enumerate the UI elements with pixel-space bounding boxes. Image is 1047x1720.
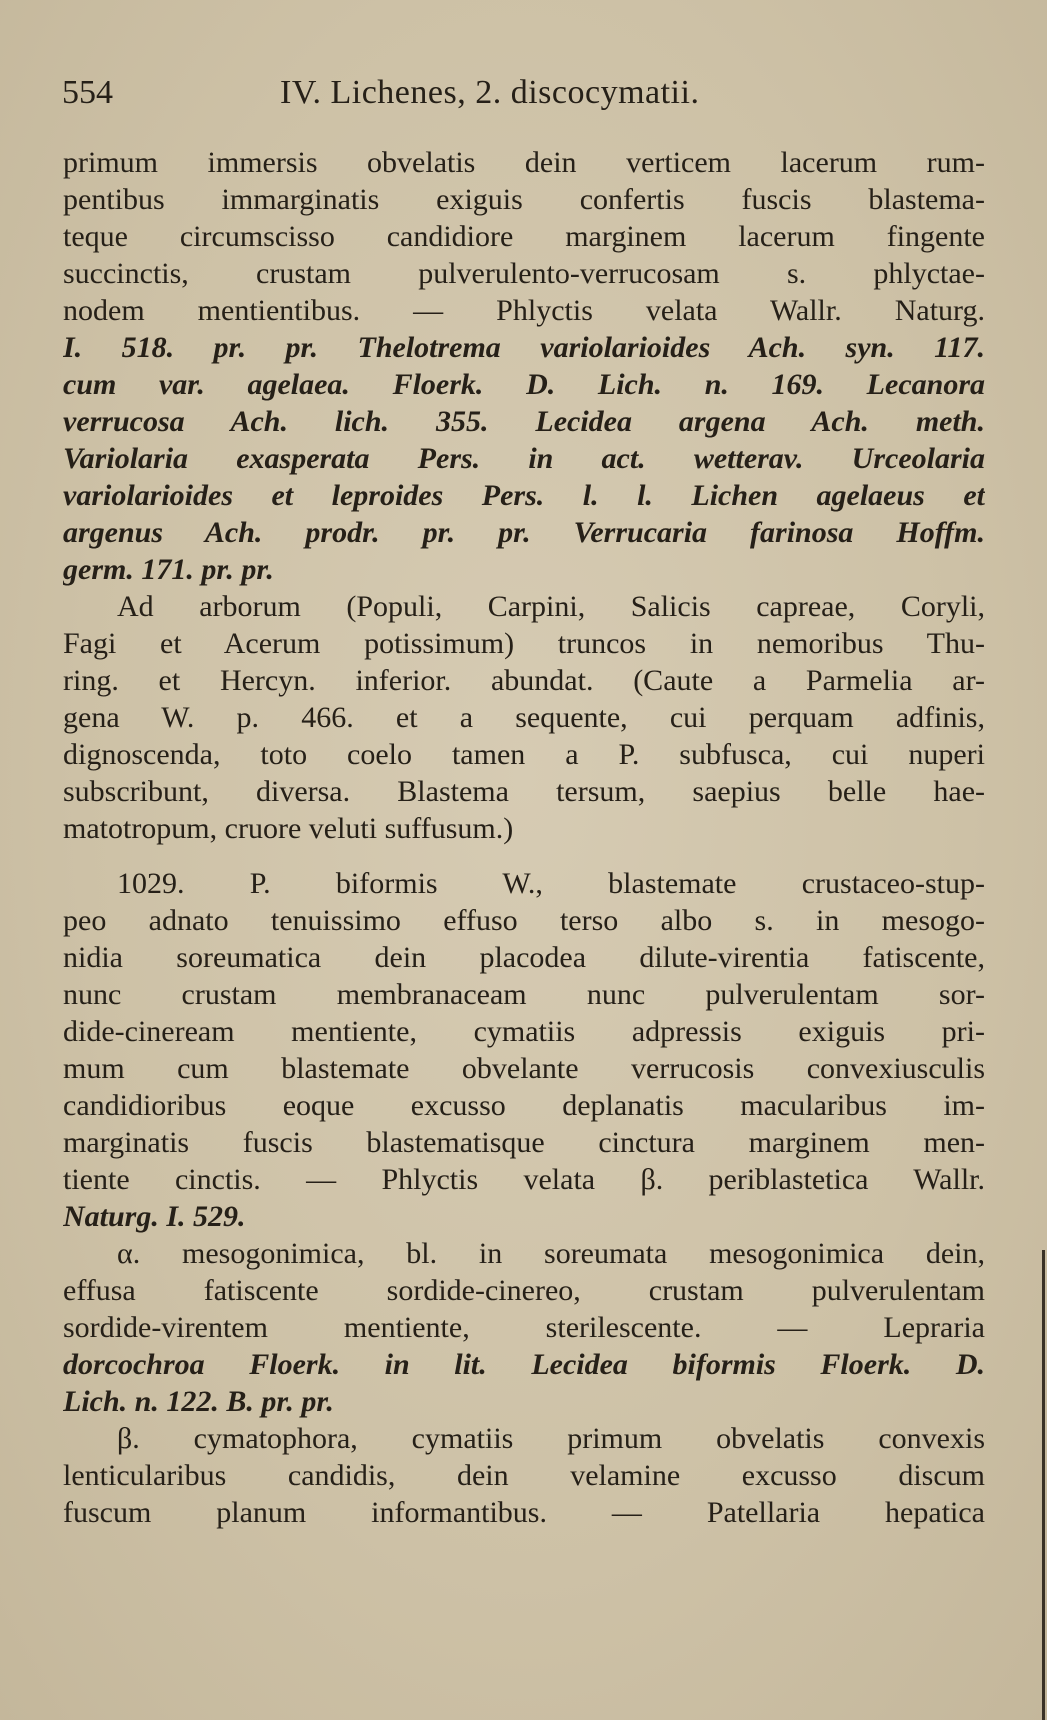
page-edge-shadow [1042, 1250, 1045, 1720]
text-line: primum immersis obvelatis dein verticem lacerum rum- [63, 146, 985, 179]
text-line: tiente cinctis. — Phlyctis velata β. periblastetica Wallr. [63, 1163, 985, 1196]
text-line: I. 518. pr. pr. Thelotrema variolarioides Ach. syn. 117. [63, 331, 985, 364]
text-line: nunc crustam membranaceam nunc pulverulentam sor- [63, 978, 985, 1011]
paragraph-habitat [63, 588, 985, 847]
text-line: teque circumscisso candidiore marginem lacerum fingente [63, 220, 985, 253]
text-line: cum var. agelaea. Floerk. D. Lich. n. 169. Lecanora [63, 368, 985, 401]
page-number: 554 [62, 74, 113, 111]
text-line: germ. 171. pr. pr. [63, 553, 274, 586]
paragraph-continuation [63, 144, 985, 588]
body-text [63, 144, 985, 1531]
text-line: Ad arborum (Populi, Carpini, Salicis capreae, Coryli, [117, 590, 985, 623]
text-line: dide-cineream mentiente, cymatiis adpressis exiguis pri- [63, 1015, 985, 1048]
text-line: variolarioides et leproides Pers. l. l. Lichen agelaeus et [63, 479, 985, 512]
text-line: marginatis fuscis blastematisque cinctura marginem men- [63, 1126, 985, 1159]
text-line: α. mesogonimica, bl. in soreumata mesogonimica dein, [117, 1237, 985, 1270]
text-line: nodem mentientibus. — Phlyctis velata Wallr. Naturg. [63, 294, 985, 327]
paragraph-gap [63, 847, 985, 865]
text-line: verrucosa Ach. lich. 355. Lecidea argena Ach. meth. [63, 405, 985, 438]
text-line: fuscum planum informantibus. — Patellaria hepatica [63, 1496, 985, 1529]
text-line: subscribunt, diversa. Blastema tersum, saepius belle hae- [63, 775, 985, 808]
text-line: β. cymatophora, cymatiis primum obvelatis convexis [117, 1422, 985, 1455]
text-line: ring. et Hercyn. inferior. abundat. (Caute a Parmelia ar- [63, 664, 985, 697]
page-header [62, 70, 982, 116]
text-line: peo adnato tenuissimo effuso terso albo s. in mesogo- [63, 904, 985, 937]
text-line: dorcochroa Floerk. in lit. Lecidea biformis Floerk. D. [63, 1348, 985, 1381]
paragraph-variety-alpha [63, 1235, 985, 1420]
text-line: argenus Ach. prodr. pr. pr. Verrucaria farinosa Hoffm. [63, 516, 985, 549]
text-line: mum cum blastemate obvelante verrucosis convexiusculis [63, 1052, 985, 1085]
text-line: nidia soreumatica dein placodea dilute-virentia fatiscente, [63, 941, 985, 974]
text-line: lenticularibus candidis, dein velamine excusso discum [63, 1459, 985, 1492]
text-line: 1029. P. biformis W., blastemate crustaceo-stup- [117, 867, 985, 900]
text-line: candidioribus eoque excusso deplanatis macularibus im- [63, 1089, 985, 1122]
text-line: gena W. p. 466. et a sequente, cui perquam adfinis, [63, 701, 985, 734]
running-title: IV. Lichenes, 2. discocymatii. [280, 74, 700, 111]
paragraph-species-1029 [63, 865, 985, 1235]
text-line: succinctis, crustam pulverulento-verrucosam s. phlyctae- [63, 257, 985, 290]
text-line: effusa fatiscente sordide-cinereo, crustam pulverulentam [63, 1274, 985, 1307]
paragraph-variety-beta [63, 1420, 985, 1531]
text-line: Fagi et Acerum potissimum) truncos in nemoribus Thu- [63, 627, 985, 660]
text-line: Variolaria exasperata Pers. in act. wetterav. Urceolaria [63, 442, 985, 475]
text-line: matotropum, cruore veluti suffusum.) [63, 812, 514, 845]
text-line: pentibus immarginatis exiguis confertis fuscis blastema- [63, 183, 985, 216]
text-line: Naturg. I. 529. [63, 1200, 246, 1233]
text-line: dignoscenda, toto coelo tamen a P. subfusca, cui nuperi [63, 738, 985, 771]
text-line: Lich. n. 122. B. pr. pr. [63, 1385, 334, 1418]
text-line: sordide-virentem mentiente, sterilescente. — Lepraria [63, 1311, 985, 1344]
